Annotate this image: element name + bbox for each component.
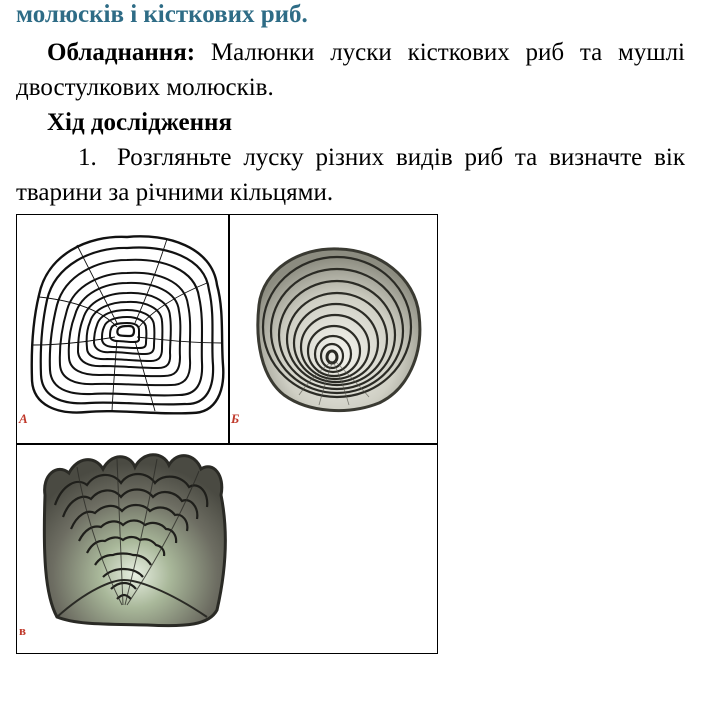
step-text: Розгляньте луску різних видів риб та визначте вік тварини за річними кільцями.	[16, 144, 685, 206]
panel-b	[229, 215, 437, 443]
fish-scale-line-drawing	[17, 215, 228, 443]
panel-c-label: в	[19, 623, 27, 638]
equipment-paragraph	[16, 35, 685, 105]
panel-a	[17, 215, 228, 443]
equipment-label: Обладнання:	[47, 39, 196, 66]
scales-figure	[16, 214, 438, 654]
equipment-text: Малюнки луски кісткових риб та мушлі двостулкових молюсків.	[16, 39, 685, 101]
procedure-title	[16, 105, 685, 140]
panel-c	[17, 445, 437, 653]
panel-a-label: А	[19, 411, 28, 426]
round-fish-scale	[229, 215, 437, 443]
step-1	[16, 140, 685, 210]
step-number: 1.	[78, 144, 97, 171]
scalloped-fish-scale	[17, 445, 437, 653]
panel-b-label: Б	[231, 411, 240, 426]
section-heading: молюсків і кісткових риб.	[16, 1, 308, 28]
procedure-title-text: Хід дослідження	[47, 109, 232, 136]
